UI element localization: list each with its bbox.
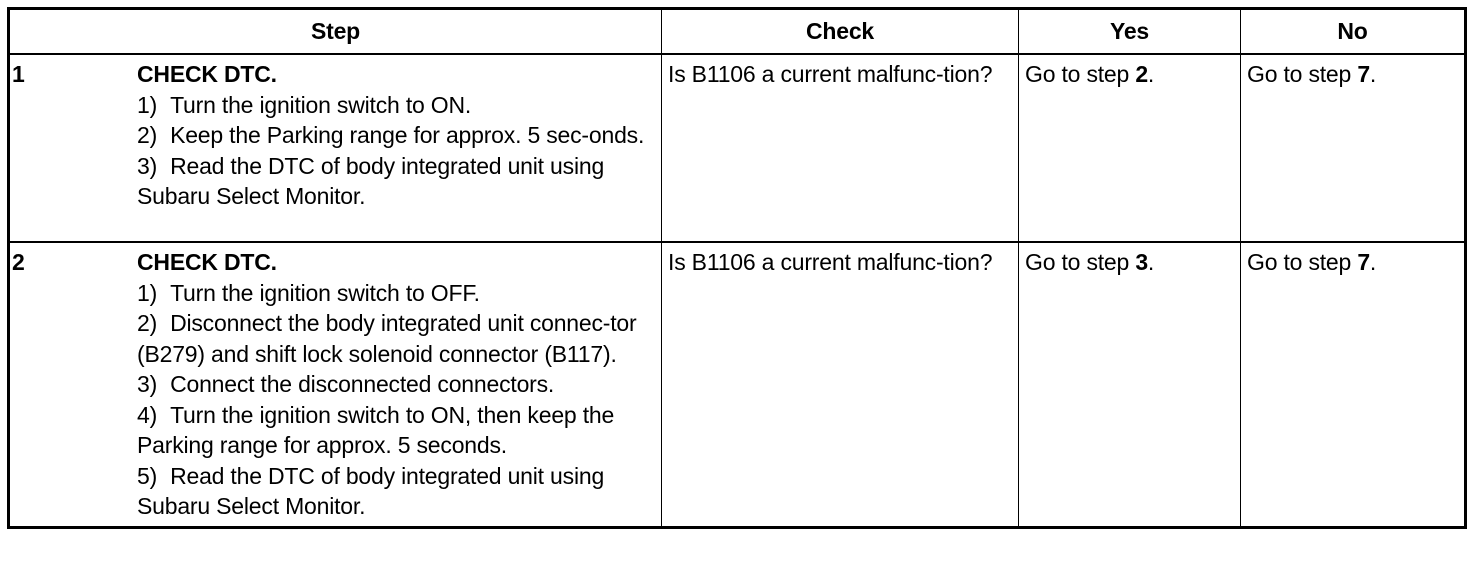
no-cell — [1241, 54, 1466, 242]
instruction-number: 3) — [137, 371, 158, 397]
yes-cell — [1019, 242, 1241, 527]
table-row — [9, 242, 1466, 527]
check-cell: Is B1106 a current malfunc-tion? — [662, 242, 1019, 527]
instruction-text: Connect the disconnected connectors. — [170, 371, 555, 397]
instruction-number: 1) — [137, 91, 158, 118]
instruction-item — [137, 278, 655, 309]
diagnostic-procedure-table — [7, 7, 1467, 529]
header-yes: Yes — [1019, 9, 1241, 55]
step-title: CHECK DTC. — [137, 61, 277, 87]
instruction-item — [137, 369, 655, 400]
instruction-item — [137, 308, 655, 369]
instruction-number: 3) — [137, 152, 158, 179]
step-cell — [9, 242, 662, 527]
instruction-text: Turn the ignition switch to ON, then keep the Parking range for approx. 5 seconds. — [137, 401, 615, 458]
step-number: 2 — [12, 249, 25, 275]
no-suffix: . — [1369, 61, 1377, 87]
table-row — [9, 54, 1466, 242]
no-prefix: Go to step — [1247, 61, 1358, 87]
step-title: CHECK DTC. — [137, 249, 277, 275]
no-cell — [1241, 242, 1466, 527]
no-step-number: 7 — [1357, 61, 1370, 87]
instruction-text: Disconnect the body integrated unit connec-tor (B279) and shift lock solenoid connector (B117). — [137, 310, 637, 367]
yes-step-number: 2 — [1135, 61, 1148, 87]
instruction-number: 4) — [137, 401, 158, 428]
instruction-item — [137, 400, 655, 461]
instruction-item — [137, 461, 655, 522]
instruction-text: Keep the Parking range for approx. 5 sec-onds. — [170, 122, 645, 148]
instruction-number: 1) — [137, 279, 158, 306]
yes-step-number: 3 — [1135, 249, 1148, 275]
no-suffix: . — [1369, 249, 1377, 275]
instruction-number: 2) — [137, 310, 158, 336]
instruction-item — [137, 151, 655, 212]
yes-prefix: Go to step — [1025, 249, 1136, 275]
header-step: Step — [9, 9, 662, 55]
yes-cell — [1019, 54, 1241, 242]
header-no: No — [1241, 9, 1466, 55]
header-row — [9, 9, 1466, 55]
instruction-text: Read the DTC of body integrated unit using Subaru Select Monitor. — [137, 152, 605, 209]
no-prefix: Go to step — [1247, 249, 1358, 275]
step-number: 1 — [12, 61, 25, 87]
yes-suffix: . — [1147, 61, 1155, 87]
no-step-number: 7 — [1357, 249, 1370, 275]
header-check: Check — [662, 9, 1019, 55]
instruction-number: 2) — [137, 122, 158, 148]
instruction-item — [137, 90, 655, 121]
step-cell — [9, 54, 662, 242]
instruction-text: Read the DTC of body integrated unit using Subaru Select Monitor. — [137, 462, 605, 519]
instruction-number: 5) — [137, 462, 158, 489]
instruction-text: Turn the ignition switch to ON. — [170, 91, 472, 118]
instruction-item — [137, 120, 655, 151]
instruction-text: Turn the ignition switch to OFF. — [170, 279, 480, 306]
yes-suffix: . — [1147, 249, 1155, 275]
check-cell: Is B1106 a current malfunc-tion? — [662, 54, 1019, 242]
yes-prefix: Go to step — [1025, 61, 1136, 87]
